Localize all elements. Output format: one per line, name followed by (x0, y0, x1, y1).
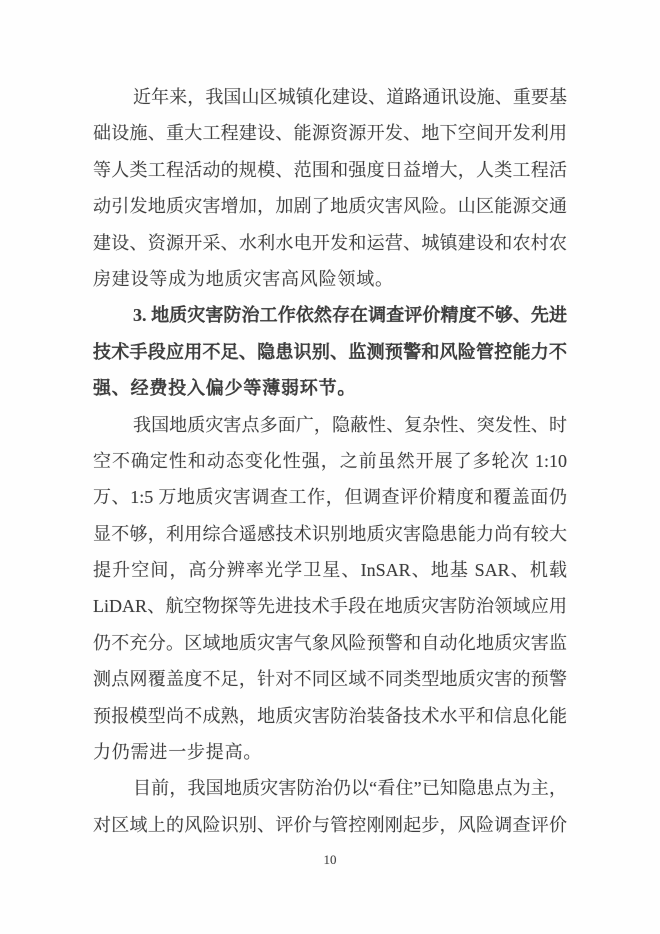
text-line: 空不确定性和动态变化性强，之前虽然开展了多轮次 1:10 (93, 450, 567, 471)
document-body (93, 79, 567, 843)
text-line: 建设、资源开采、水利水电开发和运营、城镇建设和农村农 (93, 232, 567, 253)
text-line: 测点网覆盖度不足，针对不同区域不同类型地质灾害的预警 (93, 669, 567, 690)
text-line: 3. 地质灾害防治工作依然存在调查评价精度不够、先进 (133, 305, 567, 326)
page-number: 10 (323, 852, 337, 867)
text-line: 础设施、重大工程建设、能源资源开发、地下空间开发利用 (93, 123, 567, 144)
text-line: 动引发地质灾害增加，加剧了地质灾害风险。山区能源交通 (93, 196, 567, 217)
text-line: 提升空间，高分辨率光学卫星、InSAR、地基 SAR、机载 (93, 560, 567, 581)
text-line: 显不够，利用综合遥感技术识别地质灾害隐患能力尚有较大 (93, 523, 567, 544)
text-line: 我国地质灾害点多面广，隐蔽性、复杂性、突发性、时 (133, 414, 567, 435)
text-line: 预报模型尚不成熟，地质灾害防治装备技术水平和信息化能 (93, 705, 567, 726)
text-line: 强、经费投入偏少等薄弱环节。 (93, 378, 357, 399)
text-line: 近年来，我国山区城镇化建设、道路通讯设施、重要基 (133, 87, 567, 107)
text-line: 技术手段应用不足、隐患识别、监测预警和风险管控能力不 (93, 341, 567, 362)
text-line: 仍不充分。区域地质灾害气象风险预警和自动化地质灾害监 (93, 632, 567, 653)
text-line: 等人类工程活动的规模、范围和强度日益增大，人类工程活 (93, 159, 567, 180)
text-line: 房建设等成为地质灾害高风险领域。 (93, 268, 394, 289)
text-line: 万、1:5 万地质灾害调查工作，但调查评价精度和覆盖面仍 (93, 487, 567, 508)
text-line: 力仍需进一步提高。 (93, 742, 263, 763)
text-line: LiDAR、航空物探等先进技术手段在地质灾害防治领域应用 (93, 596, 567, 617)
text-line: 目前，我国地质灾害防治仍以“看住”已知隐患点为主， (133, 778, 567, 799)
text-line: 对区域上的风险识别、评价与管控刚刚起步，风险调查评价 (93, 814, 567, 835)
